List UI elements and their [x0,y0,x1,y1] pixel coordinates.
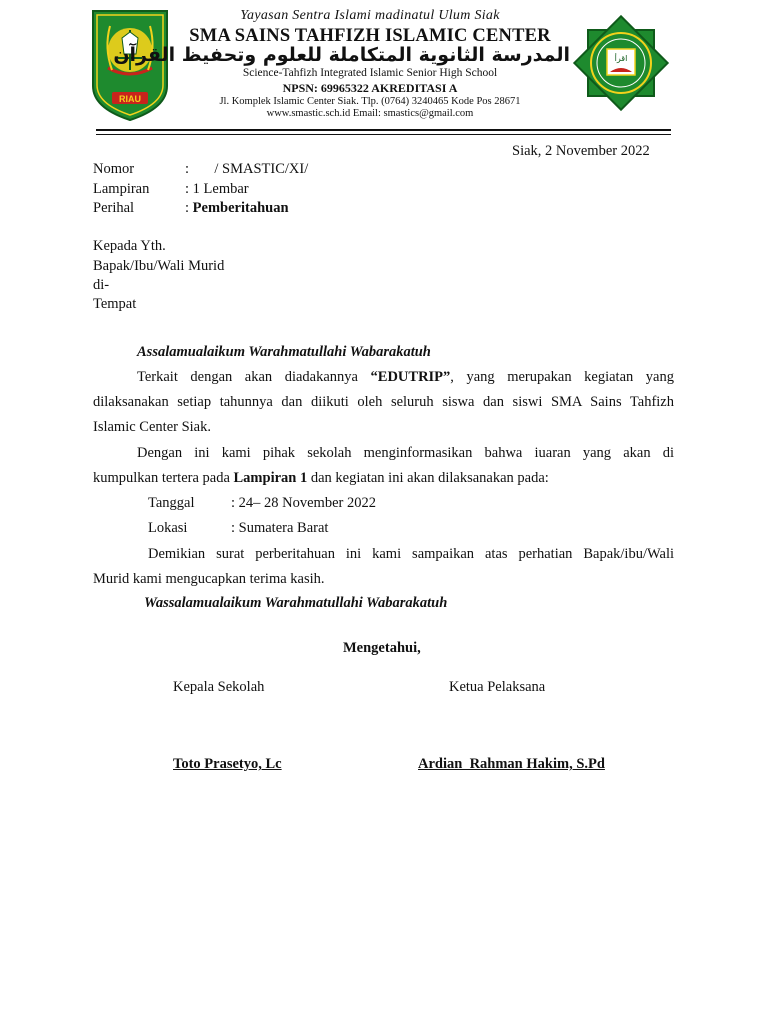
closing-line-2: Murid kami mengucapkan terima kasih. [93,571,325,587]
school-subtitle: Science-Tahfizh Integrated Islamic Senior High School [242,67,498,79]
para2-text-c: dan kegiatan ini akan dilaksanakan pada: [307,470,549,486]
lampiran-value: : 1 Lembar [185,181,249,197]
foundation-name: Yayasan Sentra Islami madinatul Ulum Siak [240,8,500,23]
arabic-school-name: المدرسة الثانوية المتكاملة للعلوم وتحفيظ القرآن [113,44,570,66]
header-divider-thick [96,129,671,131]
nomor-label: Nomor [93,161,135,177]
lokasi-value: : Sumatera Barat [231,520,329,536]
npsn-accreditation: NPSN: 69965322 AKREDITASI A [282,81,458,95]
para2-line-2 [93,469,549,487]
farewell: Wassalamualaikum Warahmatullahi Wabarakatuh [144,595,448,611]
para1-line-2: dilaksanakan setiap tahunnya dan diikuti oleh seluruh siswa dan siswi SMA Sains Tahfizh [93,394,674,410]
recipient-line-2: Bapak/Ibu/Wali Murid [93,258,225,274]
nomor-value: : / SMASTIC/XI/ [185,161,309,177]
chairperson-name: Ardian Rahman Hakim, S.Pd [418,756,605,772]
lokasi-label: Lokasi [148,520,188,536]
letter-date: Siak, 2 November 2022 [512,143,650,159]
principal-title: Kepala Sekolah [173,679,265,695]
para2-line-1: Dengan ini kami pihak sekolah menginformasikan bahwa iuaran yang akan di [137,445,674,461]
perihal-colon: : [185,200,193,216]
school-address: Jl. Komplek Islamic Center Siak. Tlp. (0764) 3240465 Kode Pos 28671 [219,96,521,107]
edutrip-emphasis: “EDUTRIP” [370,369,451,385]
lampiran-label: Lampiran [93,181,150,197]
tanggal-value: : 24– 28 November 2022 [231,495,376,511]
perihal-value: Pemberitahuan [192,200,289,216]
recipient-line-1: Kepada Yth. [93,238,166,254]
iqra-text: اقرأ [614,54,628,63]
para1-line-1 [137,368,674,386]
para1-text-a: Terkait dengan akan diadakannya [137,369,371,385]
lampiran-1-emphasis: Lampiran 1 [233,470,308,486]
para2-text-a: kumpulkan tertera pada [93,470,234,486]
recipient-line-3: di- [93,277,110,293]
closing-line-1: Demikian surat perberitahuan ini kami sampaikan atas perhatian Bapak/ibu/Wali [148,546,674,562]
recipient-line-4: Tempat [93,296,137,312]
school-star-logo [566,8,676,118]
perihal-line [185,199,289,217]
para1-line-3: Islamic Center Siak. [93,419,211,435]
principal-name: Toto Prasetyo, Lc [173,756,282,772]
riau-logo-text: RIAU [119,94,141,104]
tanggal-label: Tanggal [148,495,195,511]
para1-text-c: , yang merupakan kegiatan yang [450,369,674,385]
school-name: SMA SAINS TAHFIZH ISLAMIC CENTER [189,26,551,46]
perihal-label: Perihal [93,200,135,216]
chairperson-title: Ketua Pelaksana [449,679,546,695]
greeting: Assalamualaikum Warahmatullahi Wabarakatuh [137,344,431,360]
acknowledge-heading: Mengetahui, [343,640,421,656]
school-website-email: www.smastic.sch.id Email: smastics@gmail.com [266,108,474,119]
header-divider-thin [96,134,671,135]
